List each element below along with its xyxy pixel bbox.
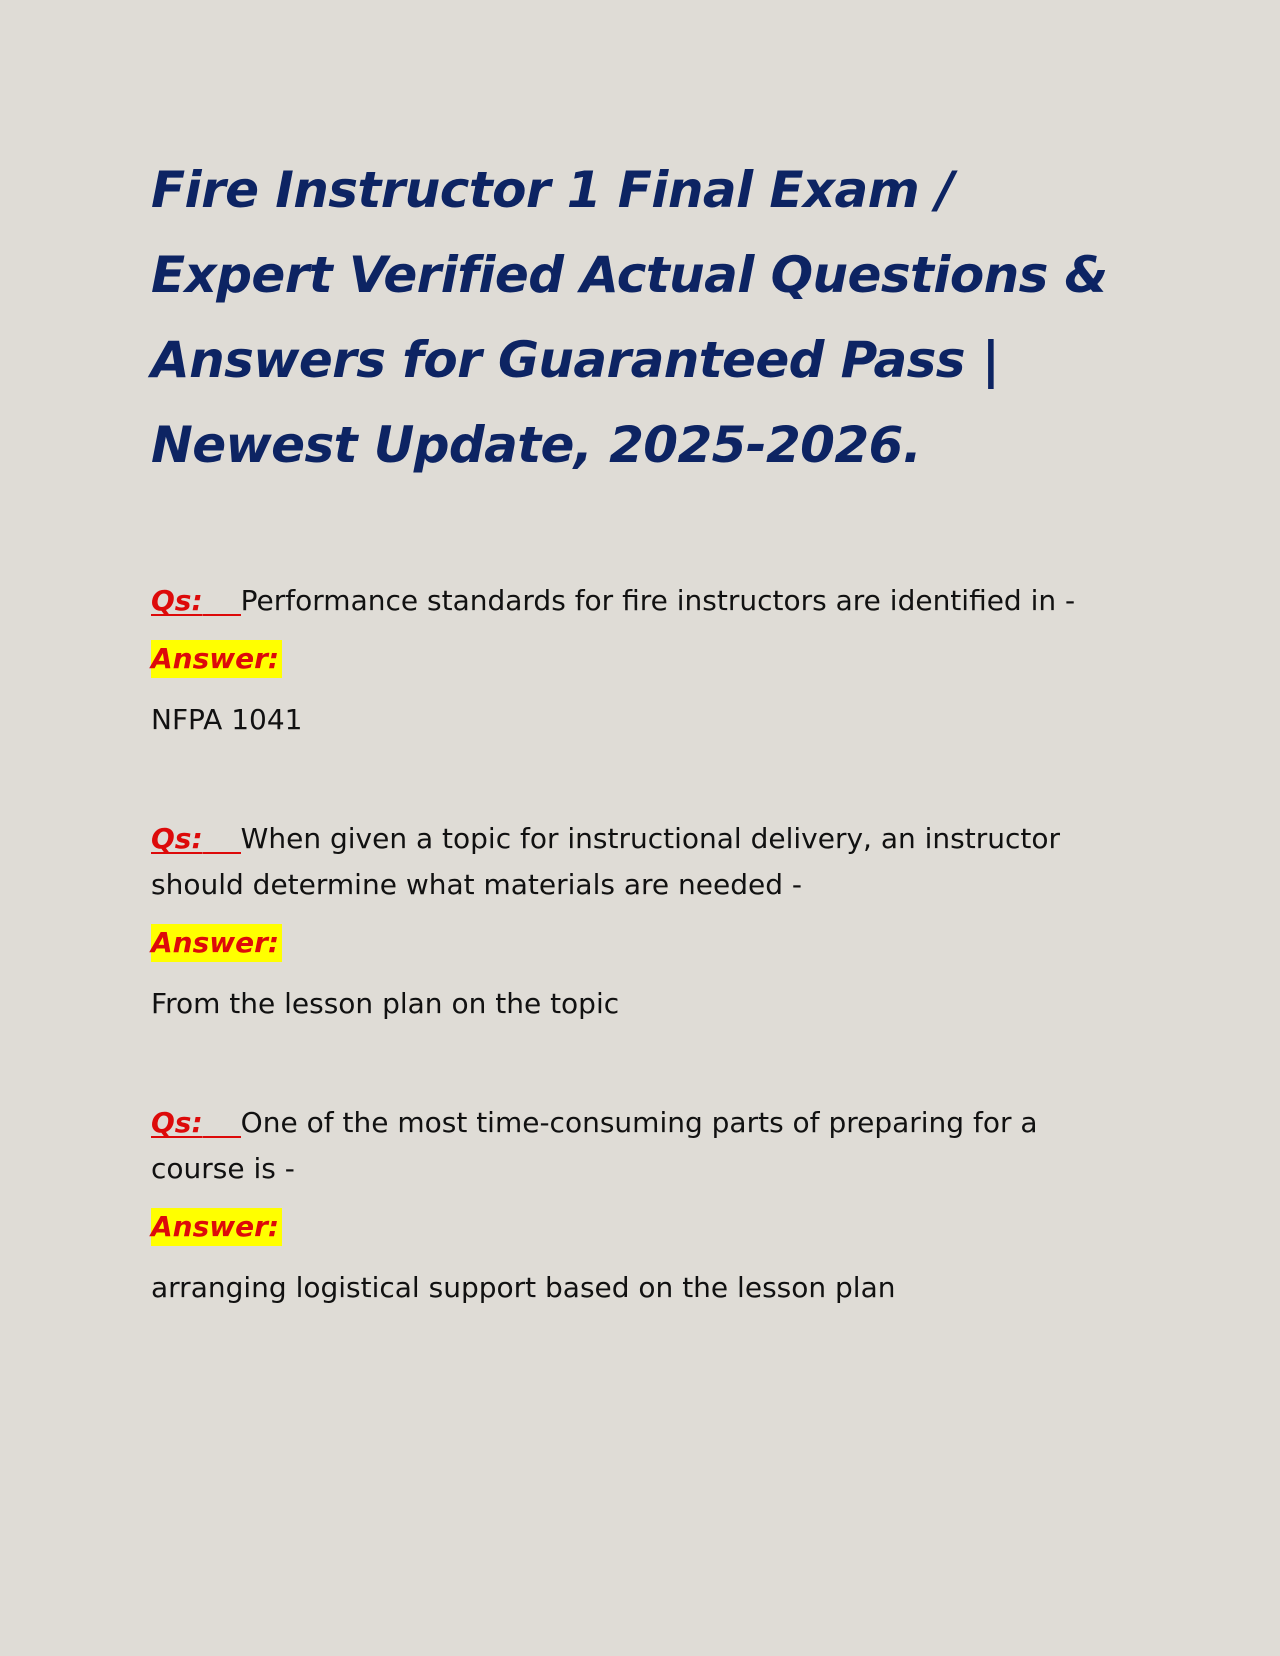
qs-label: Qs: xyxy=(151,584,203,617)
answer-label: Answer: xyxy=(151,924,282,962)
qs-label: Qs: xyxy=(151,822,203,855)
question-text: Performance standards for fire instructors are identified in - xyxy=(240,584,1076,617)
qs-underline xyxy=(203,614,241,616)
question-text: One of the most time-consuming parts of preparing for a course is - xyxy=(151,1106,1038,1185)
qa-item xyxy=(151,816,1140,1024)
answer-label: Answer: xyxy=(151,1208,282,1246)
answer-text: From the lesson plan on the topic xyxy=(151,987,620,1020)
qa-item xyxy=(151,578,1140,740)
qs-underline xyxy=(203,852,241,854)
question-text: When given a topic for instructional delivery, an instructor should determine what materials are needed - xyxy=(151,822,1061,901)
question xyxy=(151,578,1131,624)
qs-underline xyxy=(203,1136,241,1138)
document-title: Fire Instructor 1 Final Exam / Expert Verified Actual Questions & Answers for Guaranteed Pass | Newest Update, 2025-2026. xyxy=(151,161,1108,474)
answer-text: arranging logistical support based on the lesson plan xyxy=(151,1271,896,1304)
answer-text: NFPA 1041 xyxy=(151,703,303,736)
qs-label: Qs: xyxy=(151,1106,203,1139)
question xyxy=(151,1100,1131,1192)
question xyxy=(151,816,1131,908)
answer-label: Answer: xyxy=(151,640,282,678)
qa-item xyxy=(151,1100,1140,1308)
qa-list xyxy=(151,578,1140,1308)
